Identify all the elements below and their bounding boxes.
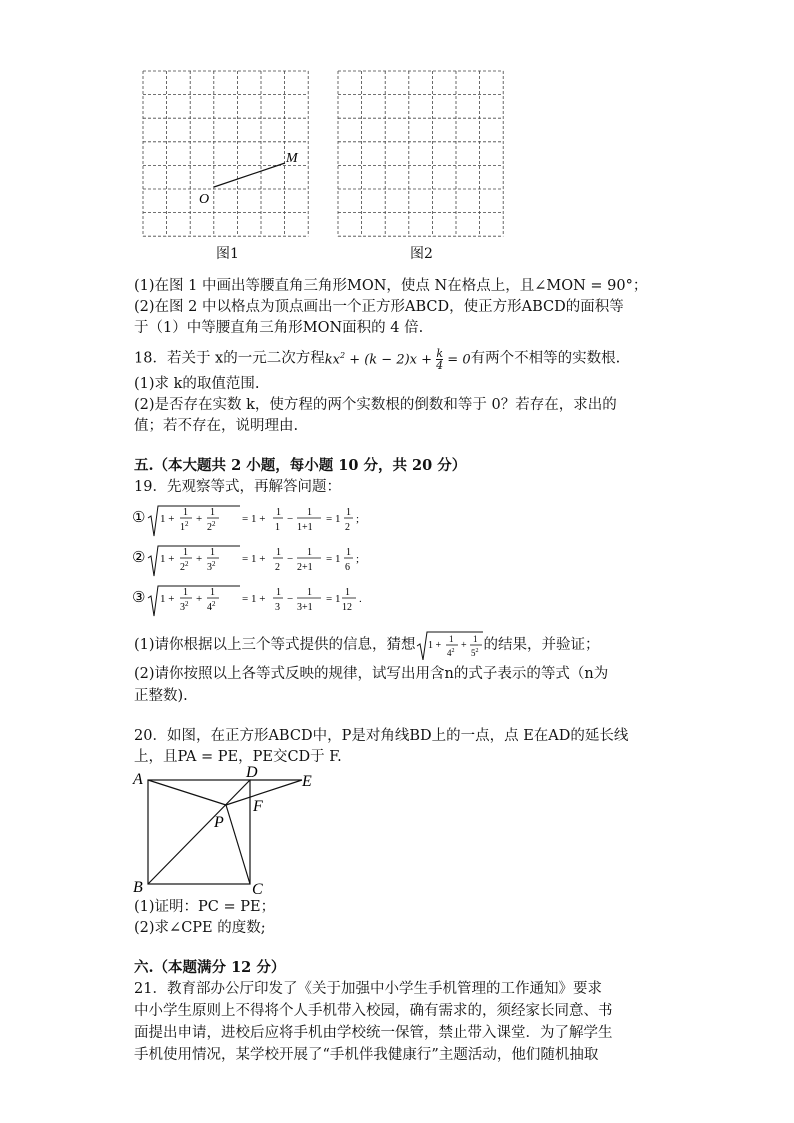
figure-1-grid (143, 71, 308, 236)
svg-text:32: $3^2$ (207, 560, 216, 573)
q19-stem: 19．先观察等式，再解答问题： (134, 479, 341, 495)
segment-ap (148, 780, 226, 805)
q20-part1: (1)证明：PC = PE； (134, 899, 276, 915)
svg-text:+: + (460, 640, 467, 651)
figure-2-caption: 图2 (410, 246, 433, 262)
svg-text:2: 2 (345, 522, 350, 533)
svg-text:22: $2^2$ (180, 560, 189, 573)
q20-part2: (2)求∠CPE 的度数; (134, 920, 266, 936)
q17-part1: (1)在图 1 中画出等腰直角三角形MON，使点 N在格点上，且∠MON = 90°； (134, 278, 648, 294)
section-6-heading: 六.（本题满分 12 分） (134, 959, 286, 976)
svg-text:1+1: 1+1 (297, 522, 313, 533)
svg-text:1: 1 (307, 507, 312, 518)
q18-part2-line2: 值；若不存在，说明理由. (134, 418, 299, 434)
svg-text:52: $5^2$ (470, 648, 479, 658)
label-p: P (214, 814, 224, 831)
section-5-heading: 五.（本大题共 2 小题，每小题 10 分，共 20 分） (134, 457, 467, 474)
svg-text:42: $4^2$ (446, 648, 455, 658)
svg-text:−: − (287, 593, 294, 605)
svg-text:−: − (287, 513, 294, 525)
svg-text:2: 2 (275, 562, 280, 573)
svg-text:1: 1 (183, 587, 188, 598)
q19-equations (130, 500, 390, 620)
svg-text:= 1: = 1 (326, 553, 341, 565)
q19-part2-line1: (2)请你按照以上各等式反映的规律，试写出用含n的式子表示的等式（n为 (134, 666, 609, 682)
segment-pc (226, 805, 250, 884)
svg-text:;: ; (356, 553, 360, 565)
q19-part1-b: 的结果，并验证； (483, 637, 600, 653)
svg-text:6: 6 (345, 562, 350, 573)
label-e: E (302, 773, 312, 790)
svg-text:1: 1 (345, 587, 350, 598)
q18-part2-line1: (2)是否存在实数 k，使方程的两个实数根的倒数和等于 0？若存在，求出的 (134, 397, 617, 413)
svg-text:3: 3 (275, 602, 280, 613)
svg-text:12: 12 (342, 602, 352, 613)
q18-stem-b: 有两个不相等的实数根. (470, 350, 621, 367)
segment-om (214, 163, 285, 187)
svg-text:1: 1 (448, 634, 454, 644)
svg-text:1: 1 (183, 547, 188, 558)
svg-text:42: $4^2$ (207, 600, 216, 613)
q21-line2: 中小学生原则上不得将个人手机带入校园，确有需求的，须经家长同意、书 (134, 1003, 613, 1019)
marker-2: ② (132, 550, 146, 566)
svg-text:32: $3^2$ (180, 600, 189, 613)
svg-text:1: 1 (307, 587, 312, 598)
svg-text:= 1: = 1 (326, 513, 341, 525)
label-d: D (246, 764, 258, 781)
svg-text:.: . (359, 593, 362, 605)
q19-guess-radical (416, 630, 484, 660)
svg-text:22: $2^2$ (207, 520, 216, 533)
label-m: M (286, 151, 298, 166)
q21-line1: 21．教育部办公厅印发了《关于加强中小学生手机管理的工作通知》要求 (134, 981, 602, 997)
label-c: C (252, 881, 263, 898)
svg-text:12: $1^2$ (180, 520, 189, 533)
marker-3: ③ (132, 590, 146, 606)
svg-text:+: + (196, 553, 203, 565)
figure-2-grid (338, 71, 503, 236)
svg-text:1: 1 (210, 507, 215, 518)
q19-equation-1 (132, 506, 359, 536)
svg-text:1: 1 (276, 507, 281, 518)
q18-stem (134, 346, 620, 371)
grid-figures (0, 0, 794, 270)
label-o: O (199, 192, 210, 207)
svg-text:1 +: 1 + (160, 513, 175, 525)
svg-text:1: 1 (210, 547, 215, 558)
q20-stem-line1: 20．如图，在正方形ABCD中，P是对角线BD上的一点，点 E在AD的延长线 (134, 728, 629, 744)
label-f: F (253, 798, 263, 815)
q17-part2-line1: (2)在图 2 中以格点为顶点画出一个正方形ABCD，使正方形ABCD的面积等 (134, 299, 624, 315)
svg-text:1: 1 (346, 547, 351, 558)
q21-line4: 手机使用情况，某学校开展了“手机伴我健康行”主题活动，他们随机抽取 (134, 1047, 599, 1063)
svg-text:;: ; (356, 513, 360, 525)
svg-text:2+1: 2+1 (297, 562, 313, 573)
q21-line3: 面提出申请，进校后应将手机由学校统一保管，禁止带入课堂．为了解学生 (134, 1025, 613, 1041)
q17-part2-line2: 于（1）中等腰直角三角形MON面积的 4 倍. (134, 320, 424, 336)
svg-text:= 1 +: = 1 + (242, 593, 266, 605)
svg-text:1: 1 (183, 507, 188, 518)
label-b: B (133, 879, 143, 896)
q19-equation-2 (132, 546, 359, 576)
svg-text:1: 1 (276, 547, 281, 558)
q20-figure (128, 762, 328, 902)
svg-text:= 1 +: = 1 + (242, 553, 266, 565)
svg-text:1: 1 (472, 634, 478, 644)
q19-equation-3 (132, 586, 362, 616)
q19-part2-line2: 正整数). (134, 688, 188, 704)
marker-1: ① (132, 510, 146, 526)
svg-text:−: − (287, 553, 294, 565)
q19-part1 (134, 630, 600, 660)
q19-part1-a: (1)请你根据以上三个等式提供的信息，猜想 (134, 637, 416, 653)
q18-part1: (1)求 k的取值范围. (134, 376, 260, 392)
svg-text:1 +: 1 + (160, 593, 175, 605)
svg-text:1 +: 1 + (427, 640, 441, 651)
svg-text:= 1 +: = 1 + (242, 513, 266, 525)
svg-text:1 +: 1 + (160, 553, 175, 565)
figure-1-caption: 图1 (216, 246, 239, 262)
label-a: A (133, 771, 143, 788)
svg-text:1: 1 (275, 522, 280, 533)
svg-text:1: 1 (307, 547, 312, 558)
q20-stem-line2: 上，且PA = PE，PE交CD于 F. (134, 749, 342, 765)
q18-equation: $kx^2 + (k - 2)x$ + $\frac{k}{4}$ = 0 (324, 347, 471, 373)
svg-text:1: 1 (276, 587, 281, 598)
svg-text:= 1: = 1 (326, 593, 341, 605)
svg-text:+: + (196, 513, 203, 525)
q18-stem-a: 18．若关于 x的一元二次方程 (134, 350, 325, 367)
svg-text:3+1: 3+1 (297, 602, 313, 613)
svg-text:1: 1 (210, 587, 215, 598)
svg-text:+: + (196, 593, 203, 605)
svg-text:1: 1 (346, 507, 351, 518)
